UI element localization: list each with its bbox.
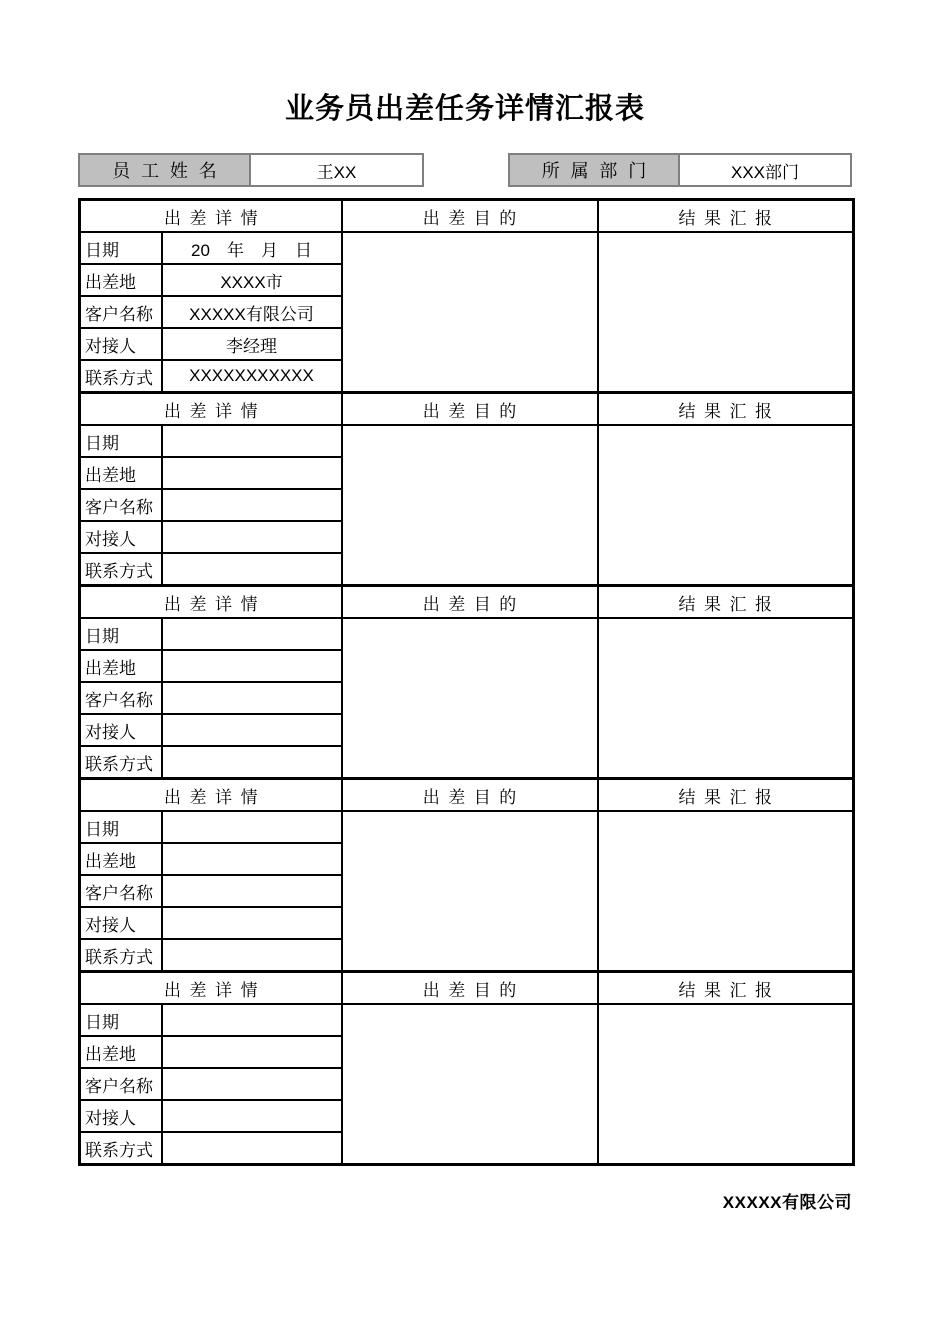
department-value[interactable]: XXX部门 [730,162,800,182]
purpose-header: 出差目的 [342,393,598,426]
result-cell[interactable] [598,811,854,972]
block-header-row [80,393,854,426]
trip-block-4 [80,779,854,972]
result-cell[interactable] [598,1004,854,1165]
employee-header-row [78,153,852,187]
department-label: 所属部门 [510,155,680,185]
result-cell[interactable] [598,618,854,779]
result-header: 结果汇报 [598,779,854,812]
phone-label: 联系方式 [80,1132,162,1165]
purpose-cell[interactable] [342,811,598,972]
client-label: 客户名称 [80,296,162,328]
client-value[interactable]: XXXXX有限公司 [162,296,342,328]
contact-label: 对接人 [80,907,162,939]
client-value[interactable] [162,875,342,907]
date-label: 日期 [80,425,162,457]
client-value[interactable] [162,489,342,521]
block-header-row [80,779,854,812]
footer-company-name: XXXXX有限公司 [722,1193,852,1212]
date-label: 日期 [80,618,162,650]
date-value[interactable] [162,425,342,457]
details-header: 出差详情 [80,200,342,233]
contact-value[interactable] [162,714,342,746]
purpose-header: 出差目的 [342,972,598,1005]
table-row [80,1004,854,1036]
place-label: 出差地 [80,1036,162,1068]
date-value[interactable] [162,1004,342,1036]
phone-value[interactable] [162,1132,342,1165]
block-header-row [80,200,854,233]
trip-block-1 [80,200,854,393]
date-value[interactable]: 20 年 月 日 [162,232,342,264]
phone-label: 联系方式 [80,360,162,393]
place-value[interactable] [162,1036,342,1068]
details-header: 出差详情 [80,586,342,619]
phone-value[interactable] [162,746,342,779]
table-row [80,232,854,264]
client-label: 客户名称 [80,682,162,714]
phone-value[interactable]: XXXXXXXXXXX [162,360,342,393]
trip-block-3 [80,586,854,779]
date-label: 日期 [80,1004,162,1036]
place-label: 出差地 [80,843,162,875]
trip-block-5 [80,972,854,1165]
client-label: 客户名称 [80,489,162,521]
result-header: 结果汇报 [598,586,854,619]
purpose-header: 出差目的 [342,779,598,812]
date-value[interactable] [162,811,342,843]
date-label: 日期 [80,811,162,843]
result-cell[interactable] [598,232,854,393]
result-cell[interactable] [598,425,854,586]
date-label: 日期 [80,232,162,264]
details-header: 出差详情 [80,779,342,812]
contact-value[interactable] [162,907,342,939]
purpose-cell[interactable] [342,425,598,586]
phone-label: 联系方式 [80,553,162,586]
date-value[interactable] [162,618,342,650]
purpose-cell[interactable] [342,618,598,779]
result-header: 结果汇报 [598,200,854,233]
block-header-row [80,972,854,1005]
block-header-row [80,586,854,619]
table-row [80,425,854,457]
place-label: 出差地 [80,650,162,682]
trip-report-table [78,198,855,1166]
contact-label: 对接人 [80,521,162,553]
page-title: 业务员出差任务详情汇报表 [284,93,645,125]
purpose-header: 出差目的 [342,200,598,233]
phone-value[interactable] [162,553,342,586]
table-row [80,618,854,650]
purpose-header: 出差目的 [342,586,598,619]
client-value[interactable] [162,1068,342,1100]
contact-value[interactable] [162,521,342,553]
contact-label: 对接人 [80,1100,162,1132]
client-value[interactable] [162,682,342,714]
result-header: 结果汇报 [598,393,854,426]
employee-name-box [78,153,424,187]
contact-label: 对接人 [80,714,162,746]
trip-block-2 [80,393,854,586]
client-label: 客户名称 [80,875,162,907]
place-value[interactable]: XXXX市 [162,264,342,296]
phone-value[interactable] [162,939,342,972]
purpose-cell[interactable] [342,232,598,393]
contact-value[interactable]: 李经理 [162,328,342,360]
place-value[interactable] [162,843,342,875]
contact-label: 对接人 [80,328,162,360]
details-header: 出差详情 [80,393,342,426]
place-label: 出差地 [80,457,162,489]
client-label: 客户名称 [80,1068,162,1100]
department-box [508,153,852,187]
place-label: 出差地 [80,264,162,296]
contact-value[interactable] [162,1100,342,1132]
employee-name-label: 员工姓名 [80,155,251,185]
purpose-cell[interactable] [342,1004,598,1165]
phone-label: 联系方式 [80,939,162,972]
place-value[interactable] [162,457,342,489]
place-value[interactable] [162,650,342,682]
details-header: 出差详情 [80,972,342,1005]
table-row [80,811,854,843]
phone-label: 联系方式 [80,746,162,779]
result-header: 结果汇报 [598,972,854,1005]
employee-name-value[interactable]: 王XX [316,162,357,182]
